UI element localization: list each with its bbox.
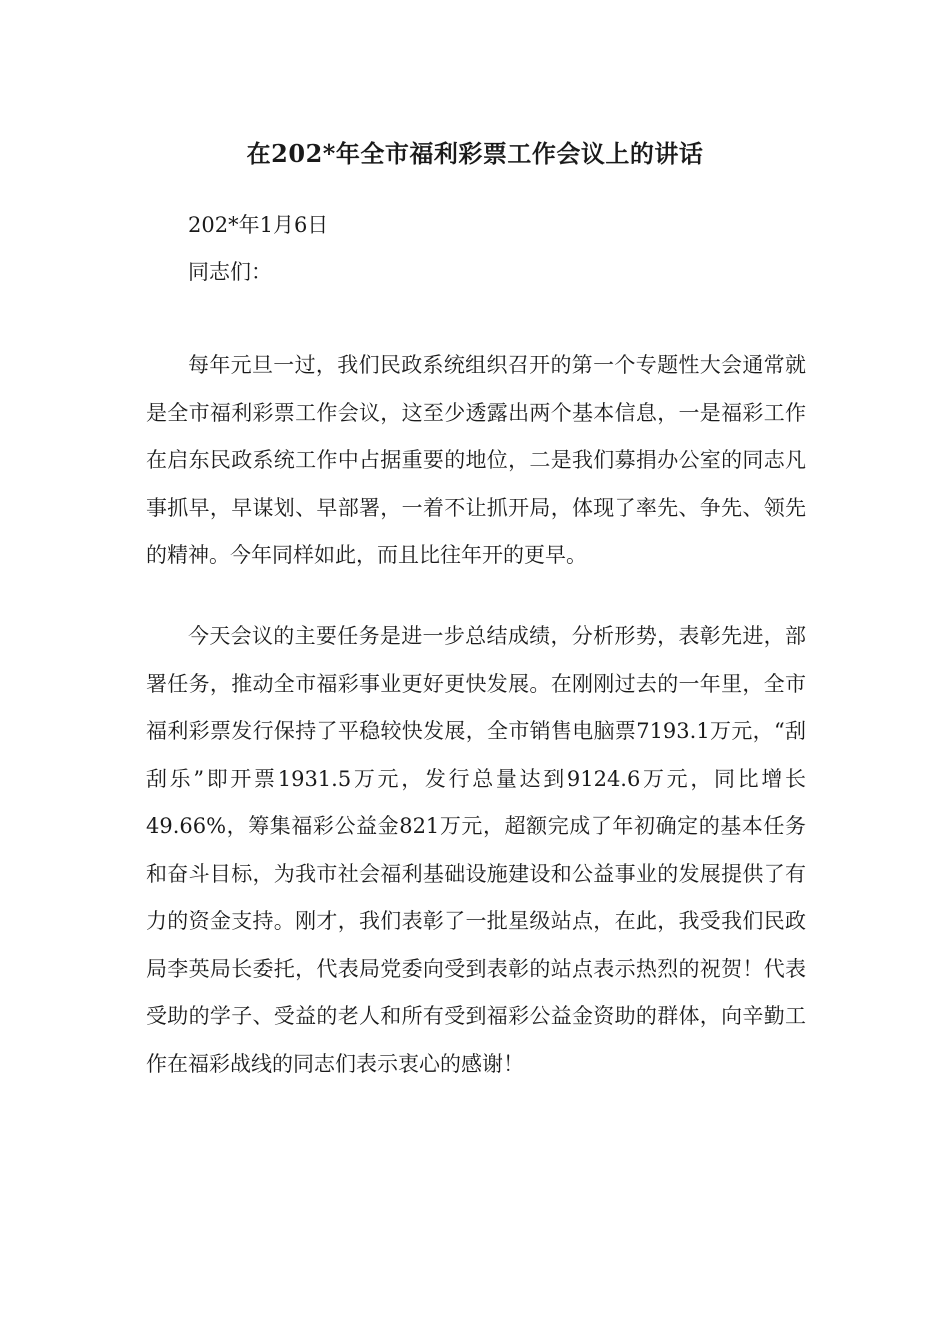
greeting: 同志们： (188, 260, 272, 284)
document-title: 在202*年全市福利彩票工作会议上的讲话 (246, 139, 704, 168)
paragraph-2: 今天会议的主要任务是进一步总结成绩，分析形势，表彰先进，部署任务，推动全市福彩事业更好更快发展。在刚刚过去的一年里，全市福利彩票发行保持了平稳较快发展，全市销售电脑票7193.1万元，“刮刮乐”即开票1931.5万元，发行总量达到9124.6万元，同比增长49.66%，筹集福彩公益金821万元，超额完成了年初确定的基本任务和奋斗目标，为我市社会福利基础设施建设和公益事业的发展提供了有力的资金支持。刚才，我们表彰了一批星级站点，在此，我受我们民政局李英局长委托，代表局党委向受到表彰的站点表示热烈的祝贺！代表受助的学子、受益的老人和所有受到福彩公益金资助的群体，向辛勤工作在福彩战线的同志们表示衷心的感谢！ (146, 624, 806, 1076)
document-date: 202*年1月6日 (188, 213, 329, 237)
paragraph-1: 每年元旦一过，我们民政系统组织召开的第一个专题性大会通常就是全市福利彩票工作会议，这至少透露出两个基本信息，一是福彩工作在启东民政系统工作中占据重要的地位，二是我们募捐办公室的同志凡事抓早，早谋划、早部署，一着不让抓开局，体现了率先、争先、领先的精神。今年同样如此，而且比往年开的更早。 (146, 353, 806, 567)
